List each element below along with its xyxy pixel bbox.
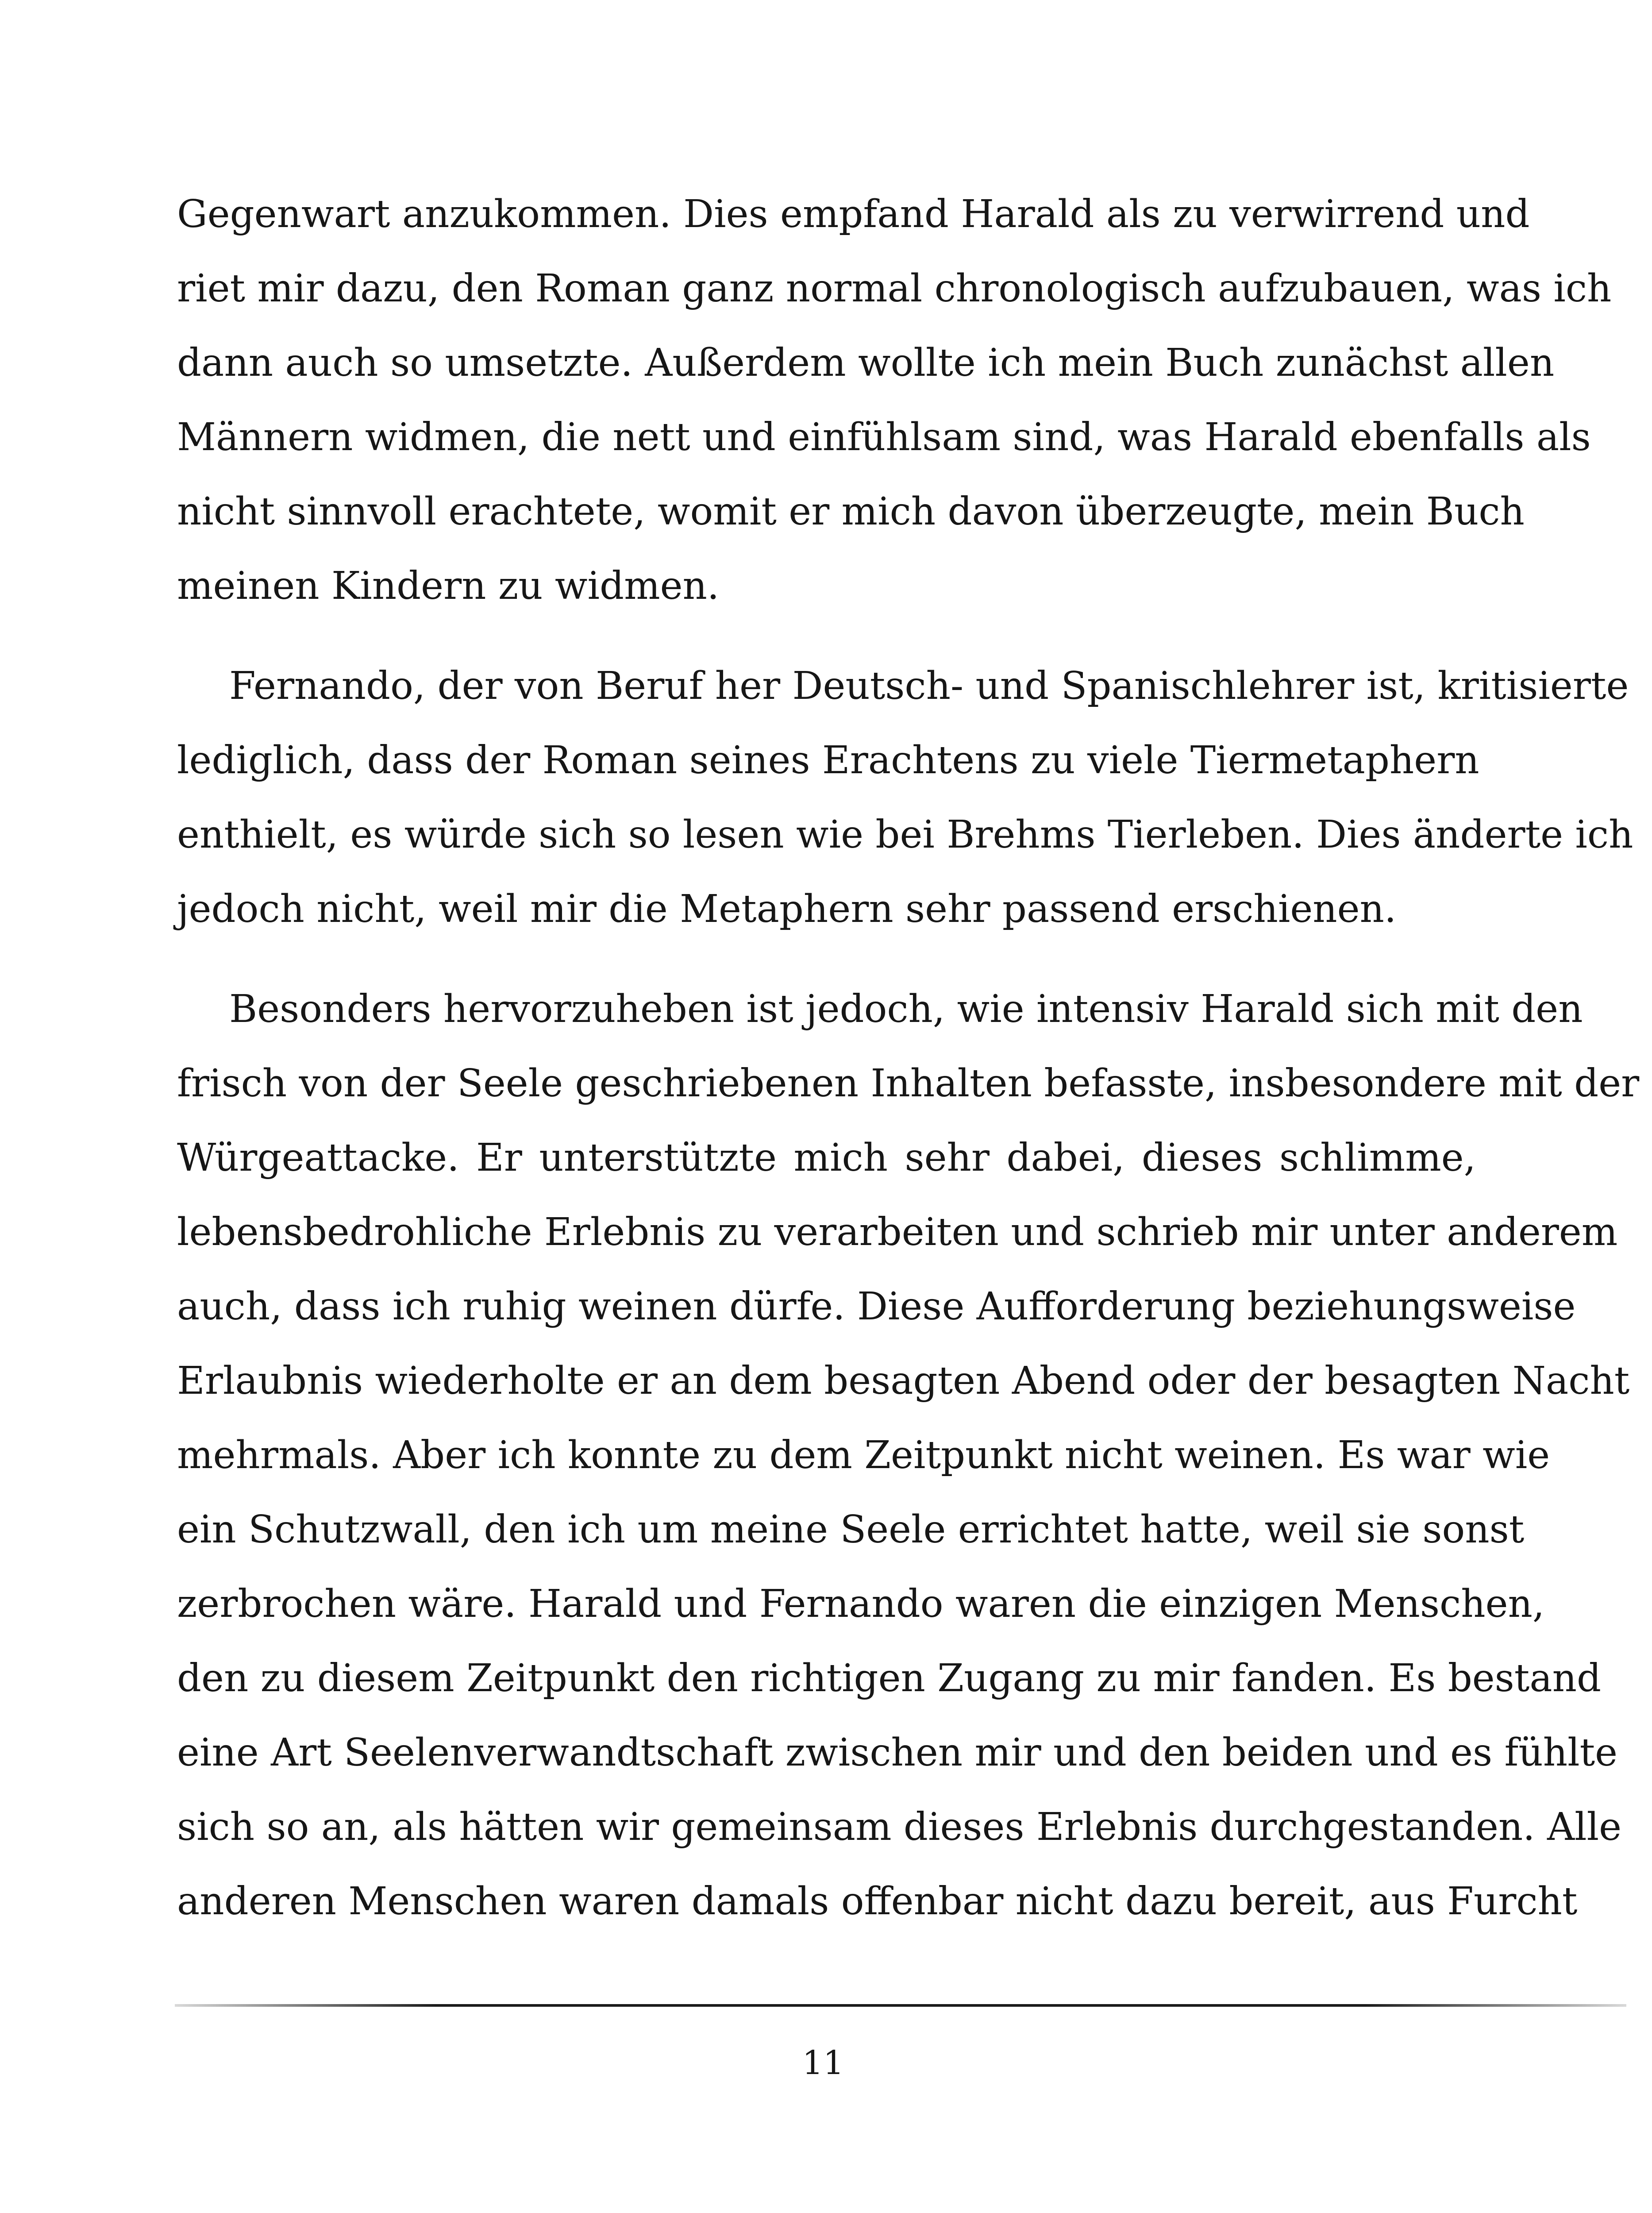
text-line: riet mir dazu, den Roman ganz normal chronologisch aufzubauen, was ich	[177, 266, 1612, 311]
body-text	[177, 177, 1640, 1939]
text-line: Fernando, der von Beruf her Deutsch- und Spanischlehrer ist, kritisierte	[229, 664, 1629, 708]
text-line: Erlaubnis wiederholte er an dem besagten Abend oder der besagten Nacht	[177, 1359, 1630, 1403]
text-line: lebensbedrohliche Erlebnis zu verarbeiten und schrieb mir unter anderem	[177, 1210, 1618, 1254]
text-line: eine Art Seelenverwandtschaft zwischen mir und den beiden und es fühlte	[177, 1731, 1618, 1775]
footer-rule	[175, 2004, 1626, 2007]
paragraph-1	[177, 177, 1612, 623]
text-line: zerbrochen wäre. Harald und Fernando waren die einzigen Menschen,	[177, 1582, 1545, 1626]
text-line: ein Schutzwall, den ich um meine Seele errichtet hatte, weil sie sonst	[177, 1507, 1525, 1552]
text-line: Besonders hervorzuheben ist jedoch, wie intensiv Harald sich mit den	[229, 987, 1583, 1031]
paragraph-gap	[177, 623, 1476, 649]
text-line: nicht sinnvoll erachtete, womit er mich davon überzeugte, mein Buch	[177, 490, 1525, 534]
text-line: lediglich, dass der Roman seines Erachtens zu viele Tiermetaphern	[177, 738, 1479, 783]
text-line: mehrmals. Aber ich konnte zu dem Zeitpunkt nicht weinen. Es war wie	[177, 1433, 1550, 1477]
text-line: Männern widmen, die nett und einfühlsam sind, was Harald ebenfalls als	[177, 415, 1591, 459]
text-line: enthielt, es würde sich so lesen wie bei Brehms Tierleben. Dies änderte ich	[177, 813, 1633, 857]
text-line: Würgeattacke. Er unterstützte mich sehr dabei, dieses schlimme,	[177, 1136, 1476, 1180]
paragraph-2	[177, 649, 1633, 946]
text-line: auch, dass ich ruhig weinen dürfe. Diese Aufforderung beziehungsweise	[177, 1284, 1576, 1329]
text-line: jedoch nicht, weil mir die Metaphern sehr passend erschienen.	[177, 887, 1397, 931]
paragraph-gap	[177, 946, 1476, 972]
paragraph-3	[177, 972, 1640, 1939]
text-line: dann auch so umsetzte. Außerdem wollte ich mein Buch zunächst allen	[177, 341, 1555, 385]
text-line: meinen Kindern zu widmen.	[177, 564, 720, 608]
page-number: 11	[802, 2044, 844, 2082]
text-line: Gegenwart anzukommen. Dies empfand Harald als zu verwirrend und	[177, 192, 1530, 236]
text-line: anderen Menschen waren damals offenbar nicht dazu bereit, aus Furcht	[177, 1879, 1578, 1924]
text-line: sich so an, als hätten wir gemeinsam dieses Erlebnis durchgestanden. Alle	[177, 1805, 1621, 1849]
text-line: den zu diesem Zeitpunkt den richtigen Zugang zu mir fanden. Es bestand	[177, 1656, 1602, 1700]
text-line: frisch von der Seele geschriebenen Inhalten befasste, insbesondere mit der	[177, 1061, 1640, 1106]
